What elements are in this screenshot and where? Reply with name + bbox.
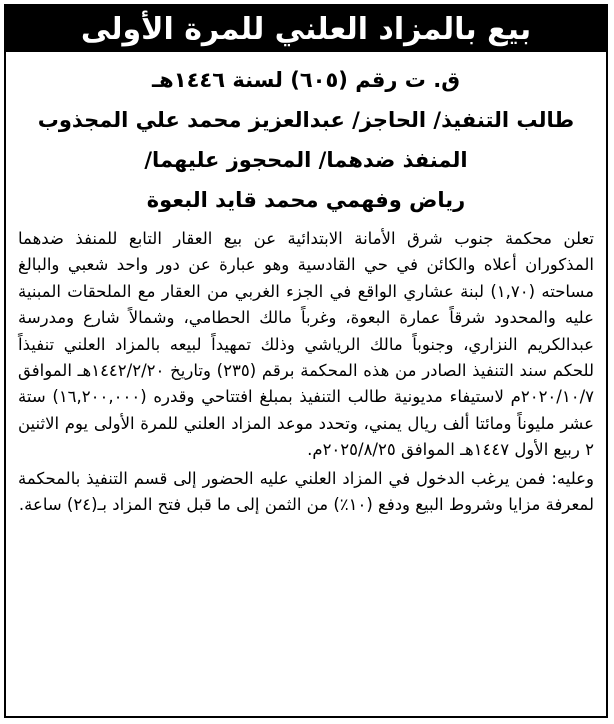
notice-title-banner <box>6 6 606 52</box>
auction-notice <box>4 4 608 718</box>
body-paragraph-conditions: وعليه: فمن يرغب الدخول في المزاد العلني عليه الحضور إلى قسم التنفيذ بالمحكمة لمعرفة مزايا وشروط البيع ودفع (١٠٪) من الثمن إلى ما قبل فتح المزاد بـ(٢٤) ساعة. <box>18 468 594 515</box>
case-heading <box>6 52 606 222</box>
defendants-label: المنفذ ضدهما/ المحجوز عليهما/ <box>144 148 468 172</box>
case-number: ق. ت رقم (٦٠٥) لسنة ١٤٤٦هـ <box>152 68 460 92</box>
applicant-line: طالب التنفيذ/ الحاجز/ عبدالعزيز محمد علي المجذوب <box>37 108 575 132</box>
body-paragraph-announcement: تعلن محكمة جنوب شرق الأمانة الابتدائية عن بيع العقار التابع للمنفذ ضدهما المذكوران أعلاه والكائن في حي القادسية وهو عبارة عن دور واحد شعبي والبالغ مساحته (١,٧٠) لبنة عشاري الواقع في الجزء الغربي من العقار مع الملحقات المبنية عليه والمحدود شرقاً عمارة البعوة، وغرباً مالك الحطامي، وشمالاً شارع ومدرسة عبدالكريم النزاري، وجنوباً مالك الرياشي وذلك تمهيداً لبيعه بالمزاد العلني تنفيذاً للحكم سند التنفيذ الصادر من هذه المحكمة برقم (٢٣٥) وتاريخ ١٤٤٢/٢/٢٠هـ الموافق ٢٠٢٠/١٠/٧م لاستيفاء مديونية طالب التنفيذ بمبلغ افتتاحي وقدره (١٦,٢٠٠,٠٠٠) ستة عشر مليوناً ومائتا ألف ريال يمني، وتحدد موعد المزاد العلني للمرة الأولى يوم الاثنين ٢ ربيع الأول ١٤٤٧هـ الموافق ٢٠٢٥/٨/٢٥م. <box>18 229 595 460</box>
defendants-names: رياض وفهمي محمد قايد البعوة <box>146 188 466 212</box>
notice-body <box>6 222 606 518</box>
notice-title: بيع بالمزاد العلني للمرة الأولى <box>80 11 532 47</box>
